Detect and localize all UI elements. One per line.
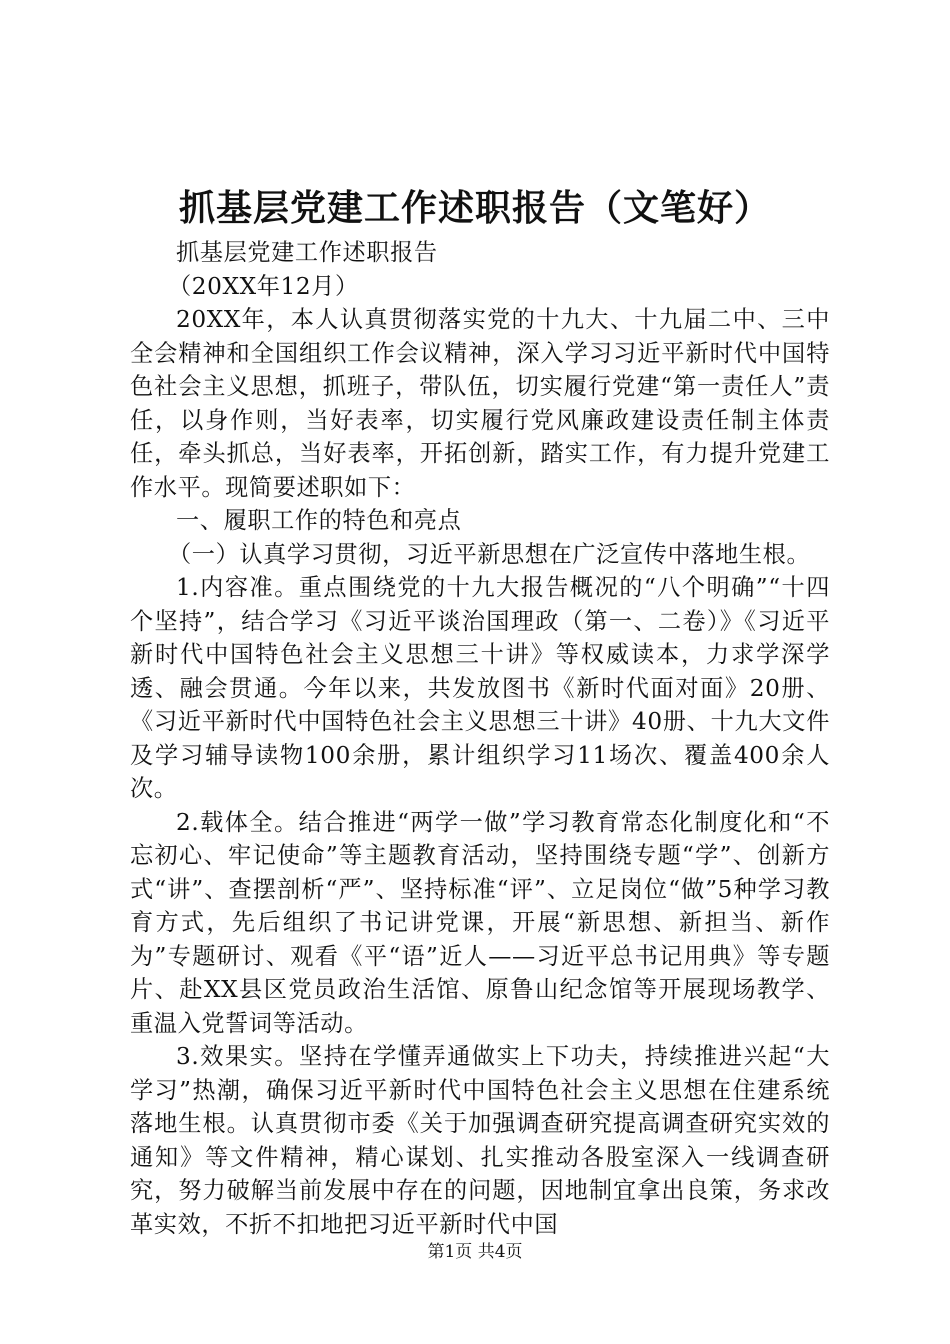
page-footer: 第1页 共4页 [427, 1242, 523, 1262]
document-title: 抓基层党建工作述职报告（文笔好） [178, 187, 771, 229]
subsection-heading: （一）认真学习贯彻，习近平新思想在广泛宣传中落地生根。 [168, 540, 811, 568]
paragraph-item-3: 3.效果实。坚持在学懂弄通做实上下功夫，持续推进兴起“大学习”热潮，确保习近平新时代中国特色社会主义思想在住建系统落地生根。认真贯彻市委《关于加强调查研究提高调查研究实效的通知》等文件精神，精心谋划、扎实推动各股室深入一线调查研究，努力破解当前发展中存在的问题，因地制宜拿出良策，务求改革实效，不折不扣地把习近平新时代中国 [130, 1043, 830, 1238]
paragraph-item-1: 1.内容准。重点围绕党的十九大报告概况的“八个明确”“十四个坚持”，结合学习《习近平谈治国理政（第一、二卷）》《习近平新时代中国特色社会主义思想三十讲》等权威读本，力求学深学透、融会贯通。今年以来，共发放图书《新时代面对面》20册、《习近平新时代中国特色社会主义思想三十讲》40册、十九大文件及学习辅导读物100余册，累计组织学习11场次、覆盖400余人次。 [130, 574, 830, 802]
report-date: （20XX年12月） [168, 272, 359, 300]
section-heading: 一、履职工作的特色和亮点 [176, 507, 462, 534]
subtitle: 抓基层党建工作述职报告 [176, 239, 438, 266]
paragraph-item-2: 2.载体全。结合推进“两学一做”学习教育常态化制度化和“不忘初心、牢记使命”等主题教育活动，坚持围绕专题“学”、创新方式“讲”、查摆剖析“严”、坚持标准“评”、立足岗位“做”5种学习教育方式，先后组织了书记讲党课，开展“新思想、新担当、新作为”专题研讨、观看《平“语”近人——习近平总书记用典》等专题片、赴XX县区党员政治生活馆、原鲁山纪念馆等开展现场教学、重温入党誓词等活动。 [130, 808, 830, 1037]
document-body [130, 236, 830, 1241]
paragraph-intro: 20XX年，本人认真贯彻落实党的十九大、十九届二中、三中全会精神和全国组织工作会议精神，深入学习习近平新时代中国特色社会主义思想，抓班子，带队伍，切实履行党建“第一责任人”责任，以身作则，当好表率，切实履行党风廉政建设责任制主体责任，牵头抓总，当好表率，开拓创新，踏实工作，有力提升党建工作水平。现简要述职如下： [130, 306, 830, 501]
